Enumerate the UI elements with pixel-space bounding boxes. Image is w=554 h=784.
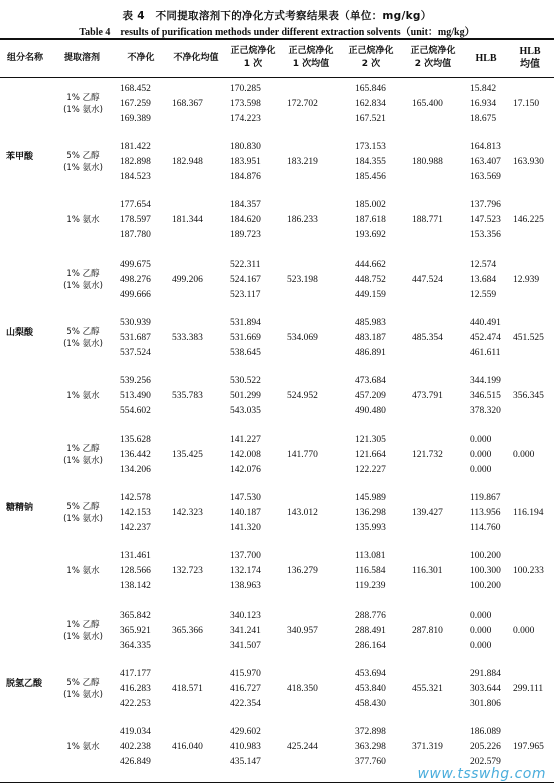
table-cell-value: 417.177 — [120, 668, 151, 679]
table-cell-mean: 418.571 — [172, 683, 203, 694]
table-cell-value: 0.000 — [470, 625, 492, 636]
table-cell-value: 486.891 — [355, 347, 386, 358]
table-cell-value: 185.002 — [355, 200, 386, 210]
table-cell-value: 167.259 — [120, 99, 151, 110]
table-cell-value: 177.654 — [120, 200, 151, 210]
table-cell-value: 530.939 — [120, 317, 151, 328]
table-cell-value: 448.752 — [355, 274, 386, 285]
table-cell-value: 524.167 — [230, 274, 261, 285]
table-cell-value: 169.389 — [120, 114, 151, 125]
table-cell-value: 122.227 — [355, 465, 386, 476]
table-cell-mean: 356.345 — [513, 390, 544, 401]
table-cell-mean: 523.198 — [287, 274, 318, 285]
table-cell-mean: 121.732 — [412, 450, 443, 461]
table-cell-value: 128.566 — [120, 566, 151, 577]
table-cell-value: 461.611 — [470, 347, 501, 358]
table-cell-value: 341.507 — [230, 640, 261, 651]
table-cell-value: 0.000 — [470, 465, 492, 476]
solvent-label: 5% 乙醇 (1% 氨水) — [63, 151, 103, 174]
table-cell-value: 184.357 — [230, 200, 261, 210]
group-name: 山梨酸 — [6, 327, 34, 338]
header-raw-mean: 不净化均值 — [173, 52, 219, 63]
table-cell-value: 113.081 — [355, 551, 386, 561]
solvent-label: 5% 乙醇 (1% 氨水) — [63, 326, 103, 349]
table-cell-value: 178.597 — [120, 215, 151, 226]
table-cell-value: 523.117 — [230, 289, 261, 300]
solvent-label: 5% 乙醇 (1% 氨水) — [63, 677, 103, 700]
table-cell-value: 121.664 — [355, 450, 386, 461]
table-cell-value: 341.241 — [230, 625, 261, 636]
table-header — [0, 38, 554, 78]
table-cell-value: 0.000 — [470, 450, 492, 461]
table-caption-en: Table 4 results of purification methods under different extraction solvents（unit：mg/kg） — [79, 27, 475, 38]
table-cell-value: 426.849 — [120, 756, 151, 767]
table-cell-value: 173.153 — [355, 142, 386, 152]
table-cell-mean: 535.783 — [172, 390, 203, 401]
table-cell-mean: 451.525 — [513, 332, 544, 343]
table-cell-value: 100.200 — [470, 581, 501, 592]
table-cell-value: 452.474 — [470, 332, 501, 343]
table-cell-mean: 447.524 — [412, 274, 443, 285]
table-cell-value: 422.253 — [120, 698, 151, 709]
table-cell-value: 0.000 — [470, 610, 492, 621]
table-cell-mean: 141.770 — [287, 450, 318, 461]
table-cell-value: 501.299 — [230, 390, 261, 401]
table-cell-value: 170.285 — [230, 84, 261, 94]
table-cell-mean: 182.948 — [172, 157, 203, 168]
table-cell-value: 513.490 — [120, 390, 151, 401]
table-cell-value: 344.199 — [470, 375, 501, 386]
solvent-label: 1% 氨水 — [66, 741, 100, 752]
table-cell-mean: 183.219 — [287, 157, 318, 168]
table-cell-mean: 181.344 — [172, 215, 203, 226]
table-cell-value: 187.618 — [355, 215, 386, 226]
group-name: 苯甲酸 — [6, 152, 34, 162]
table-cell-value: 136.442 — [120, 450, 151, 461]
table-cell-value: 543.035 — [230, 405, 261, 416]
table-cell-mean: 416.040 — [172, 741, 203, 752]
table-cell-value: 142.008 — [230, 450, 261, 461]
table-cell-value: 134.206 — [120, 465, 151, 476]
table-cell-mean: 17.150 — [513, 99, 540, 110]
table-cell-value: 531.687 — [120, 332, 151, 343]
table-cell-value: 145.989 — [355, 493, 386, 503]
table-cell-value: 141.227 — [230, 435, 261, 445]
table-cell-value: 164.813 — [470, 142, 501, 152]
table-cell-value: 537.524 — [120, 347, 151, 358]
table-cell-value: 449.159 — [355, 289, 386, 300]
solvent-label: 1% 乙醇 (1% 氨水) — [63, 444, 103, 467]
table-cell-value: 453.840 — [355, 683, 386, 694]
table-cell-value: 286.164 — [355, 640, 386, 651]
table-cell-value: 119.239 — [355, 581, 386, 592]
table-cell-value: 458.430 — [355, 698, 386, 709]
table-cell-mean: 116.194 — [513, 508, 544, 519]
table-cell-mean: 168.367 — [172, 99, 203, 110]
table-cell-value: 147.530 — [230, 493, 261, 503]
table-cell-value: 490.480 — [355, 405, 386, 416]
table-cell-value: 554.602 — [120, 405, 151, 416]
table-cell-mean: 142.323 — [172, 508, 203, 519]
solvent-label: 1% 氨水 — [66, 566, 100, 577]
table-cell-value: 0.000 — [470, 435, 492, 445]
table-cell-mean: 12.939 — [513, 274, 540, 285]
table-cell-value: 162.834 — [355, 99, 386, 110]
table-cell-value: 205.226 — [470, 741, 501, 752]
table-cell-value: 429.602 — [230, 726, 261, 737]
table-cell-mean: 418.350 — [287, 683, 318, 694]
table-cell-value: 138.142 — [120, 581, 151, 592]
table-cell-value: 168.452 — [120, 84, 151, 94]
table-cell-value: 444.662 — [355, 259, 386, 270]
header-solvent: 提取溶剂 — [63, 52, 100, 63]
table-cell-mean: 485.354 — [412, 332, 443, 343]
table-cell-value: 142.237 — [120, 523, 151, 534]
table-cell-mean: 0.000 — [513, 450, 535, 461]
table-cell-value: 365.842 — [120, 610, 151, 621]
table-cell-value: 483.187 — [355, 332, 386, 343]
table-cell-mean: 180.988 — [412, 157, 443, 168]
table-cell-value: 365.921 — [120, 625, 151, 636]
table-cell-value: 0.000 — [470, 640, 492, 651]
table-cell-value: 189.723 — [230, 230, 261, 241]
bottom-rule — [0, 782, 554, 783]
table-cell-value: 147.523 — [470, 215, 501, 226]
table-cell-value: 538.645 — [230, 347, 261, 358]
table-cell-value: 288.776 — [355, 610, 386, 621]
table-cell-value: 187.780 — [120, 230, 151, 241]
table-cell-value: 453.694 — [355, 668, 386, 679]
table-cell-value: 377.760 — [355, 756, 386, 767]
header-hex1: 正己烷净化 1 次 — [230, 46, 276, 69]
table-cell-mean: 473.791 — [412, 390, 443, 401]
table-cell-value: 165.846 — [355, 84, 386, 94]
group-name: 脱氢乙酸 — [6, 678, 43, 689]
table-cell-mean: 143.012 — [287, 508, 318, 519]
table-caption-cn: 表 4 不同提取溶剂下的净化方式考察结果表（单位：mg/kg） — [122, 10, 432, 22]
table-cell-mean: 100.233 — [513, 566, 544, 577]
watermark: www.tsswhg.com — [417, 766, 546, 782]
table-cell-value: 202.579 — [470, 756, 501, 767]
table-cell-value: 416.283 — [120, 683, 151, 694]
table-cell-mean: 299.111 — [513, 683, 544, 694]
table-cell-mean: 425.244 — [287, 741, 318, 752]
table-cell-value: 18.675 — [470, 114, 497, 125]
table-cell-value: 121.305 — [355, 435, 386, 445]
table-cell-value: 180.830 — [230, 142, 261, 152]
table-cell-value: 181.422 — [120, 142, 151, 152]
table-cell-value: 410.983 — [230, 741, 261, 752]
table-cell-value: 340.123 — [230, 610, 261, 621]
table-cell-mean: 139.427 — [412, 508, 443, 519]
table-cell-mean: 524.952 — [287, 390, 318, 401]
table-cell-value: 186.089 — [470, 726, 501, 737]
table-cell-value: 138.963 — [230, 581, 261, 592]
table-cell-value: 135.993 — [355, 523, 386, 534]
table-cell-mean: 0.000 — [513, 625, 535, 636]
table-cell-value: 364.335 — [120, 640, 151, 651]
table-cell-value: 499.666 — [120, 289, 151, 300]
table-cell-value: 378.320 — [470, 405, 501, 416]
table-cell-value: 182.898 — [120, 157, 151, 168]
table-cell-value: 135.628 — [120, 435, 151, 445]
table-cell-value: 499.675 — [120, 259, 151, 270]
table-cell-value: 16.934 — [470, 99, 497, 110]
table-cell-value: 372.898 — [355, 726, 386, 737]
table-cell-value: 132.174 — [230, 566, 261, 577]
table-cell-value: 303.644 — [470, 683, 501, 694]
table-cell-value: 531.894 — [230, 317, 261, 328]
table-cell-value: 167.521 — [355, 114, 386, 125]
table-cell-value: 114.760 — [470, 523, 501, 534]
table-cell-mean: 455.321 — [412, 683, 443, 694]
table-cell-value: 422.354 — [230, 698, 261, 709]
table-cell-value: 131.461 — [120, 551, 151, 561]
table-cell-value: 141.320 — [230, 523, 261, 534]
table-cell-mean: 287.810 — [412, 625, 443, 636]
table-cell-value: 100.200 — [470, 551, 501, 561]
table-cell-value: 301.806 — [470, 698, 501, 709]
table-cell-value: 163.407 — [470, 157, 501, 168]
solvent-label: 5% 乙醇 (1% 氨水) — [63, 502, 103, 525]
solvent-label: 1% 乙醇 (1% 氨水) — [63, 619, 103, 642]
table-cell-mean: 499.206 — [172, 274, 203, 285]
table-cell-value: 363.298 — [355, 741, 386, 752]
table-cell-mean: 165.400 — [412, 99, 443, 110]
table-cell-value: 100.300 — [470, 566, 501, 577]
table-cell-value: 13.684 — [470, 274, 497, 285]
table-cell-value: 457.209 — [355, 390, 386, 401]
table-cell-value: 419.034 — [120, 726, 151, 737]
table-cell-value: 142.578 — [120, 493, 151, 503]
table-cell-value: 184.876 — [230, 172, 261, 183]
header-hex2: 正己烷净化 2 次 — [348, 46, 394, 69]
table-cell-value: 440.491 — [470, 317, 501, 328]
table-cell-value: 113.956 — [470, 508, 501, 519]
solvent-label: 1% 乙醇 (1% 氨水) — [63, 93, 103, 116]
table-cell-mean: 146.225 — [513, 215, 544, 226]
table-cell-value: 137.796 — [470, 200, 501, 210]
header-group: 组分名称 — [6, 52, 43, 63]
table-cell-value: 119.867 — [470, 493, 501, 503]
table-cell-value: 116.584 — [355, 566, 386, 577]
table-cell-value: 12.559 — [470, 289, 497, 300]
header-hex2-mean: 正己烷净化 2 次均值 — [410, 46, 456, 69]
table-cell-value: 184.620 — [230, 215, 261, 226]
table-cell-value: 153.356 — [470, 230, 501, 241]
table-cell-mean: 371.319 — [412, 741, 443, 752]
table-cell-mean: 116.301 — [412, 566, 443, 577]
header-raw: 不净化 — [127, 52, 155, 63]
table-cell-value: 142.153 — [120, 508, 151, 519]
table-cell-value: 15.842 — [470, 84, 497, 94]
table-cell-mean: 186.233 — [287, 215, 318, 226]
table-cell-mean: 197.965 — [513, 741, 544, 752]
table-cell-value: 137.700 — [230, 551, 261, 561]
table-cell-value: 485.983 — [355, 317, 386, 328]
table-cell-value: 498.276 — [120, 274, 151, 285]
table-cell-value: 416.727 — [230, 683, 261, 694]
table-cell-mean: 163.930 — [513, 157, 544, 168]
table-cell-value: 346.515 — [470, 390, 501, 401]
table-cell-value: 136.298 — [355, 508, 386, 519]
table-cell-mean: 188.771 — [412, 215, 443, 226]
table-cell-mean: 136.279 — [287, 566, 318, 577]
table-cell-value: 185.456 — [355, 172, 386, 183]
table-cell-value: 142.076 — [230, 465, 261, 476]
table-cell-mean: 533.383 — [172, 332, 203, 343]
table-cell-value: 183.951 — [230, 157, 261, 168]
table-cell-value: 163.569 — [470, 172, 501, 183]
table-cell-value: 473.684 — [355, 375, 386, 386]
table-cell-value: 415.970 — [230, 668, 261, 679]
table-cell-value: 184.355 — [355, 157, 386, 168]
table-cell-value: 539.256 — [120, 375, 151, 386]
table-cell-value: 12.574 — [470, 259, 497, 270]
solvent-label: 1% 氨水 — [66, 390, 100, 401]
table-cell-value: 174.223 — [230, 114, 261, 125]
table-cell-mean: 340.957 — [287, 625, 318, 636]
table-cell-value: 531.669 — [230, 332, 261, 343]
table-cell-mean: 172.702 — [287, 99, 318, 110]
table-cell-mean: 132.723 — [172, 566, 203, 577]
group-name: 糖精钠 — [6, 503, 34, 513]
table-cell-value: 530.522 — [230, 375, 261, 386]
header-hlb-mean: HLB 均值 — [519, 46, 541, 70]
solvent-label: 1% 乙醇 (1% 氨水) — [63, 268, 103, 291]
solvent-label: 1% 氨水 — [66, 215, 100, 226]
table-cell-value: 140.187 — [230, 508, 261, 519]
table-cell-value: 402.238 — [120, 741, 151, 752]
header-hex1-mean: 正己烷净化 1 次均值 — [288, 46, 334, 69]
table-cell-value: 173.598 — [230, 99, 261, 110]
table-cell-mean: 365.366 — [172, 625, 203, 636]
table-cell-value: 291.884 — [470, 668, 501, 679]
table-cell-value: 288.491 — [355, 625, 386, 636]
table-cell-value: 184.523 — [120, 172, 151, 183]
header-hlb: HLB — [475, 52, 497, 64]
table-cell-value: 522.311 — [230, 259, 261, 270]
table-cell-value: 193.692 — [355, 230, 386, 241]
table-cell-value: 435.147 — [230, 756, 261, 767]
table-cell-mean: 135.425 — [172, 450, 203, 461]
table-cell-mean: 534.069 — [287, 332, 318, 343]
